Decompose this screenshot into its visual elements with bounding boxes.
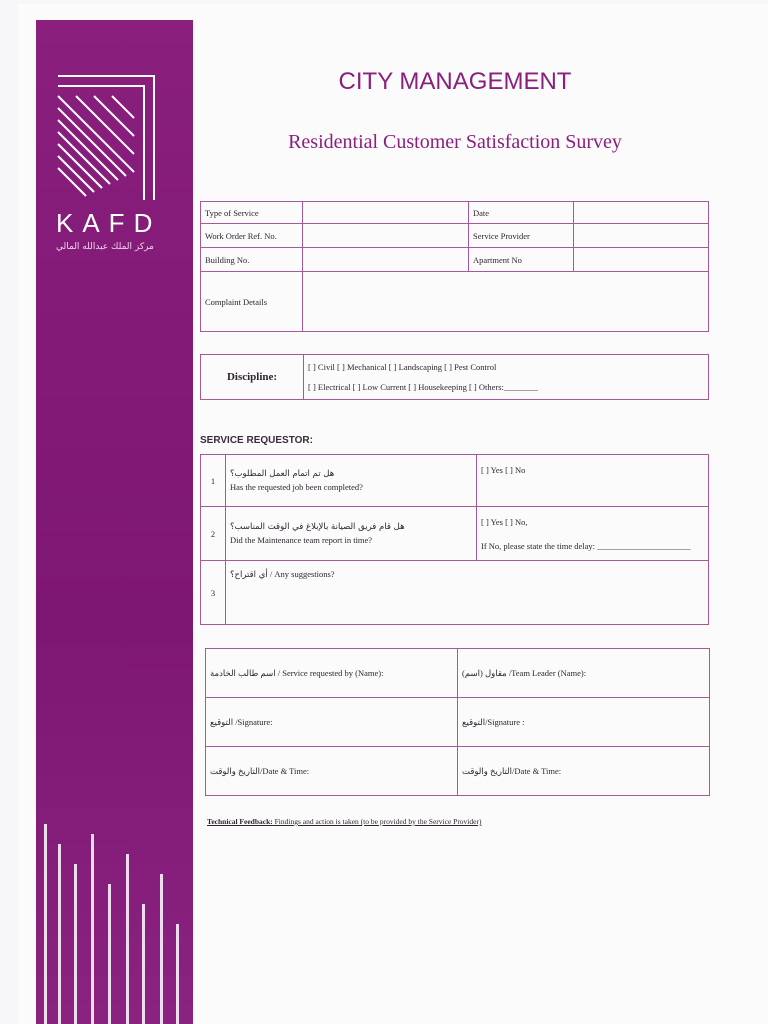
question-english: / Any suggestions? — [267, 569, 335, 579]
suggestions-field[interactable] — [226, 561, 709, 625]
question-arabic: هل قام فريق الصيانة بالإبلاغ في الوقت المناسب؟ — [230, 522, 405, 532]
work-order-label: Work Order Ref. No. — [201, 224, 303, 248]
technical-feedback — [207, 817, 481, 826]
building-no-field[interactable] — [303, 248, 469, 272]
discipline-label: Discipline: — [201, 355, 304, 400]
technical-feedback-text: Findings and action is taken (to be provided by the Service Provider) — [272, 817, 482, 826]
service-info-table — [200, 201, 709, 332]
technical-feedback-label: Technical Feedback: — [207, 817, 273, 826]
question-arabic: هل تم اتمام العمل المطلوب؟ — [230, 469, 335, 479]
answer-yes-no[interactable]: [ ] Yes [ ] No, — [481, 517, 528, 527]
answer-yes-no[interactable]: [ ] Yes [ ] No — [477, 455, 709, 507]
date-label: Date — [469, 202, 574, 224]
table-row — [201, 507, 709, 561]
discipline-table — [200, 354, 709, 400]
logo-arabic-text: مركز الملك عبدالله المالي — [56, 242, 154, 252]
service-requested-by-field[interactable]: اسم طالب الخادمة / Service requested by (Name): — [206, 649, 458, 698]
page-title: CITY MANAGEMENT — [338, 68, 572, 95]
date-field[interactable] — [574, 202, 709, 224]
service-provider-field[interactable] — [574, 224, 709, 248]
logo-text: KAFD — [56, 208, 162, 238]
question-number: 3 — [201, 561, 226, 625]
table-row — [201, 561, 709, 625]
building-no-label: Building No. — [201, 248, 303, 272]
decorative-bars-icon — [36, 824, 193, 1024]
discipline-options-row2[interactable]: [ ] Electrical [ ] Low Current [ ] Housekeeping [ ] Others:________ — [308, 382, 538, 392]
requestor-questions-table — [200, 454, 709, 625]
work-order-field[interactable] — [303, 224, 469, 248]
signature-left-field[interactable]: التوقيع /Signature: — [206, 698, 458, 747]
datetime-right-field[interactable]: التاريخ والوقت/Date & Time: — [458, 747, 710, 796]
time-delay-field[interactable]: If No, please state the time delay: ______________________ — [481, 541, 691, 551]
apartment-no-field[interactable] — [574, 248, 709, 272]
type-of-service-field[interactable] — [303, 202, 469, 224]
type-of-service-label: Type of Service — [201, 202, 303, 224]
question-english: Did the Maintenance team report in time? — [230, 535, 373, 545]
complaint-details-field[interactable] — [303, 272, 709, 332]
discipline-options-row1[interactable]: [ ] Civil [ ] Mechanical [ ] Landscaping [ ] Pest Control — [308, 362, 497, 372]
page-subtitle: Residential Customer Satisfaction Survey — [288, 131, 622, 153]
signature-table — [205, 648, 710, 796]
question-number: 1 — [201, 455, 226, 507]
team-leader-field[interactable]: (اسم) مقاول /Team Leader (Name): — [458, 649, 710, 698]
signature-right-field[interactable]: التوقيع/Signature : — [458, 698, 710, 747]
kafd-logo-icon — [56, 72, 156, 202]
question-arabic: أي اقتراح؟ — [230, 570, 268, 580]
apartment-no-label: Apartment No — [469, 248, 574, 272]
question-number: 2 — [201, 507, 226, 561]
complaint-details-label: Complaint Details — [201, 272, 303, 332]
datetime-left-field[interactable]: التاريخ والوقت/Date & Time: — [206, 747, 458, 796]
table-row — [201, 455, 709, 507]
brand-sidebar — [36, 20, 193, 1024]
service-requestor-heading: SERVICE REQUESTOR: — [200, 435, 313, 446]
service-provider-label: Service Provider — [469, 224, 574, 248]
question-english: Has the requested job been completed? — [230, 482, 363, 492]
